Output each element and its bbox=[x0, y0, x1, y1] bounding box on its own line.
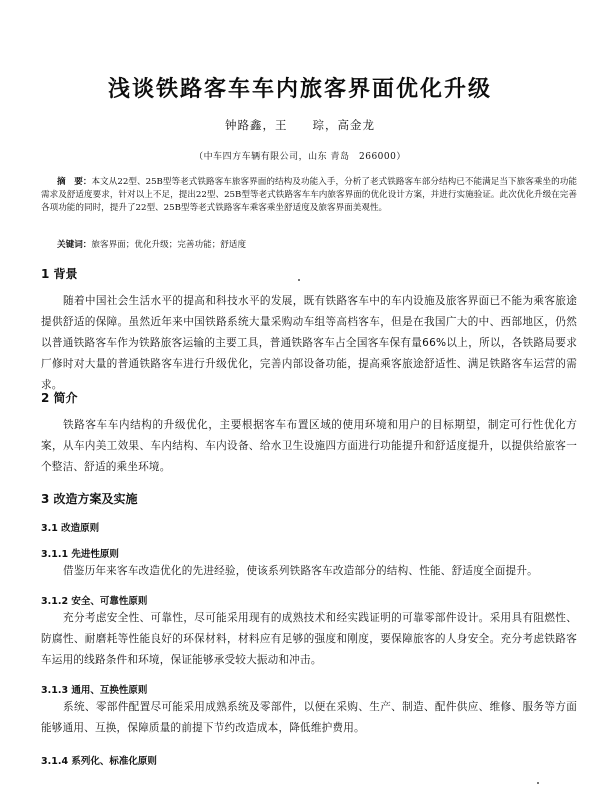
section-3-1-1-heading: 3.1.1 先进性原则 bbox=[41, 549, 119, 560]
paper-affiliation: （中车四方车辆有限公司，山东 青岛 266000） bbox=[194, 152, 406, 162]
abstract-text: 本文从22型、25B型等老式铁路客车旅客界面的结构及功能入手，分析了老式铁路客车部分结构已不能满足当下旅客乘坐的功能需求及舒适度要求，针对以上不足，提出22型、25B型等老式铁路客车车内旅客界面的优化设计方案，并进行实施验证。此次优化升级在完善各项功能的同时，提升了22型、25B型等老式铁路客车乘客乘坐舒适度及旅客界面美观性。 bbox=[41, 177, 577, 213]
section-1-text: 随着中国社会生活水平的提高和科技水平的发展，既有铁路客车中的车内设施及旅客界面已不能为乘客旅途提供舒适的保障。虽然近年来中国铁路系统大量采购动车组等高档客车，但是在我国广大的中、西部地区，仍然以普通铁路客车作为铁路旅客运输的主要工具，普通铁路客车占全国客车保有量66%以上，所以，各铁路局要求厂修时对大量的普通铁路客车进行升级优化，完善内部设备功能，提高乘客旅途舒适性、满足铁路客车运营的需求。 bbox=[41, 295, 577, 391]
section-3-1-2-heading: 3.1.2 安全、可靠性原则 bbox=[41, 596, 148, 607]
section-1-heading: 1 背景 bbox=[41, 267, 78, 281]
paper-authors: 钟路鑫，王 琮，高金龙 bbox=[225, 118, 375, 132]
section-3-1-heading: 3.1 改造原则 bbox=[41, 523, 100, 534]
section-3-heading: 3 改造方案及实施 bbox=[41, 492, 138, 506]
section-2-text: 铁路客车车内结构的升级优化，主要根据客车布置区域的使用环境和用户的目标期望，制定可行性优化方案，从车内美工效果、车内结构、车内设备、给水卫生设施四方面进行功能提升和舒适度提升，以提供给旅客一个整洁、舒适的乘坐环境。 bbox=[41, 419, 577, 473]
section-3-1-1-text: 借鉴历年来客车改造优化的先进经验，使该系列铁路客车改造部分的结构、性能、舒适度全面提升。 bbox=[63, 565, 538, 577]
section-3-1-2-text: 充分考虑安全性、可靠性，尽可能采用现有的成熟技术和经实践证明的可靠零部件设计。采用具有阻燃性、防腐性、耐磨耗等性能良好的环保材料，材料应有足够的强度和刚度，要保障旅客的人身安全。充分考虑铁路客车运用的线路条件和环境，保证能够承受较大振动和冲击。 bbox=[41, 612, 577, 666]
section-3-1-3-text: 系统、零部件配置尽可能采用成熟系统及零部件，以便在采购、生产、制造、配件供应、维修、服务等方面能够通用、互换，保障质量的前提下节约改造成本，降低维护费用。 bbox=[41, 701, 577, 734]
paper-title: 浅谈铁路客车车内旅客界面优化升级 bbox=[107, 77, 492, 102]
keywords-label: 关键词： bbox=[57, 240, 92, 250]
abstract bbox=[41, 176, 577, 215]
section-3-1-4-heading: 3.1.4 系列化、标准化原则 bbox=[41, 756, 157, 767]
section-3-1-3-heading: 3.1.3 通用、互换性原则 bbox=[41, 685, 148, 696]
scan-speck bbox=[298, 279, 300, 281]
scan-speck bbox=[537, 782, 539, 784]
abstract-label: 摘 要： bbox=[57, 177, 92, 187]
keywords-text: 旅客界面；优化升级；完善功能；舒适度 bbox=[91, 240, 247, 250]
section-2-heading: 2 简介 bbox=[41, 391, 78, 405]
keywords bbox=[57, 238, 246, 250]
